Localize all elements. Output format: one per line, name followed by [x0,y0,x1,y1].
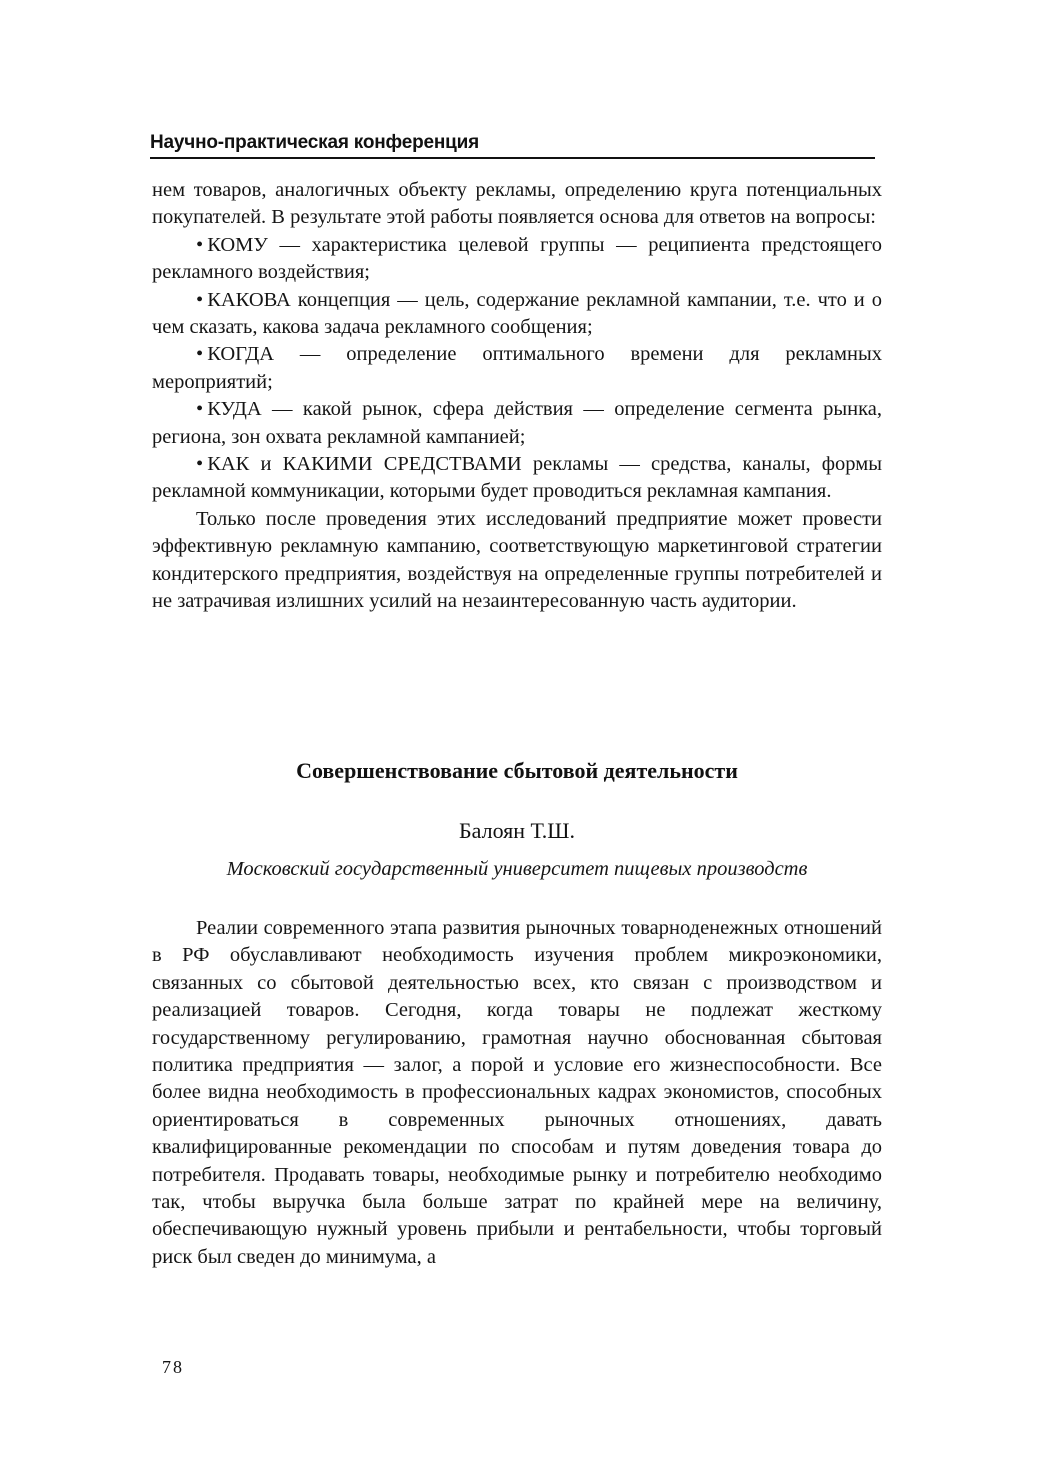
continuation-paragraph: нем товаров, аналогичных объекту рекламы, определению круга потенциальных покупателей. В результате этой работы появляется основа для ответов на вопросы: [152,179,882,229]
bullet-item [152,287,882,342]
article-affiliation: Московский государственный университет пищевых производств [226,858,808,880]
bullet-dot: • [196,453,204,476]
bullet-dot: • [196,233,204,256]
running-header-title: Научно-практическая конференция [150,132,479,153]
bullet-dot: • [196,398,204,421]
conclusion-paragraph: Только после проведения этих исследований предприятие может провести эффективную рекламную кампанию, соответствующую маркетинговой стратегии кондитерского предприятия, воздействуя на определенные группы потребителей и не затрачивая излишних усилий на незаинтересованную часть аудитории. [152,507,882,613]
bullet-item [152,341,882,396]
bullet-text: КАК и КАКИМИ СРЕДСТВАМИ рекламы — средства, каналы, формы рекламной коммуникации, которыми будет проводиться рекламная кампания. [152,453,882,503]
bullet-dot: • [196,288,204,311]
article-body [152,915,882,1271]
article-title: Совершенствование сбытовой деятельности [296,758,738,783]
bullet-text: КУДА — какой рынок, сфера действия — определение сегмента рынка, региона, зон охвата рекламной кампанией; [152,398,882,448]
header-rule [150,157,875,159]
bullet-text: КАКОВА концепция — цель, содержание рекламной кампании, т.е. что и о чем сказать, какова задача рекламного сообщения; [152,288,882,339]
bullet-dot: • [196,343,204,366]
running-header [150,132,875,159]
article-paragraph: Реалии современного этапа развития рыночных товарноденежных отношений в РФ обуславливают необходимость изучения проблем микроэкономики, связанных со сбытовой деятельностью всех, кто связан с производством и реализацией товаров. Сегодня, когда товары не подлежат жесткому государственному регулированию, грамотная научно обоснованная сбытовая политика предприятия — залог, а порой и условие его жизнеспособности. Все более видна необходимость в профессиональных кадрах экономистов, способных ориентироваться в современных рыночных отношениях, давать квалифицированные рекомендации по способам и путям доведения товара до потребителя. Продавать товары, необходимые рынку и потребителю необходимо так, чтобы выручка была больше затрат по крайней мере на величину, обеспечивающую нужный уровень прибыли и рентабельности, чтобы торговый риск был сведен до минимума, а [152,917,882,1268]
page-number: 78 [162,1357,184,1377]
top-text-block [152,177,882,616]
bullet-text: КОМУ — характеристика целевой группы — реципиента предстоящего рекламного воздействия; [152,233,882,284]
article-author: Балоян Т.Ш. [459,818,575,843]
bullet-item [152,451,882,506]
bullet-text: КОГДА — определение оптимального времени для рекламных мероприятий; [152,343,882,393]
bullet-item [152,232,882,287]
bullet-item [152,396,882,451]
